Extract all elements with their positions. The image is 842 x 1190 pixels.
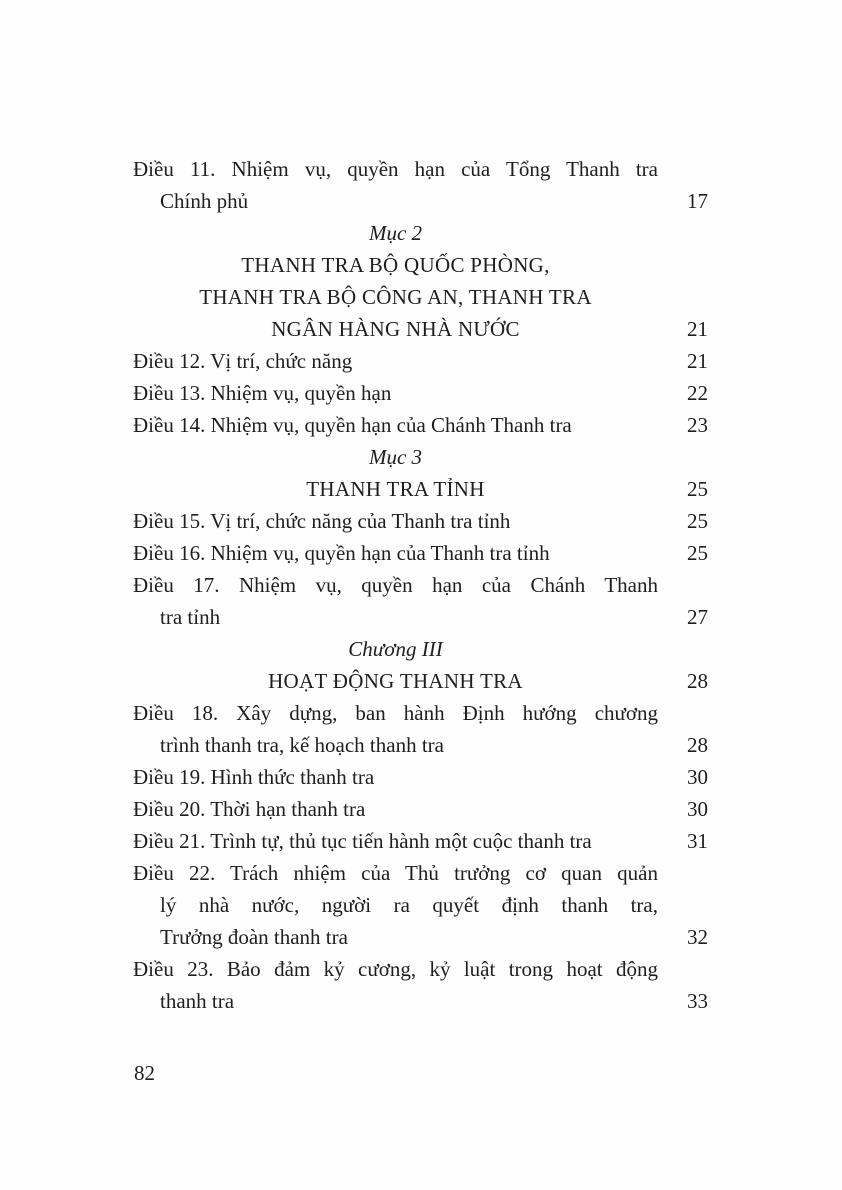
toc-entry (133, 569, 708, 601)
toc-entry (133, 697, 708, 729)
toc-page-number: 23 (687, 413, 708, 437)
toc-section-title-text: THANH TRA BỘ CÔNG AN, THANH TRA (199, 285, 592, 309)
toc-page-number: 17 (687, 189, 708, 213)
toc-entry (133, 953, 708, 985)
toc-section-title-text: NGÂN HÀNG NHÀ NƯỚC (271, 317, 520, 341)
toc-entry (133, 505, 708, 537)
toc-entry (133, 793, 708, 825)
toc-entry-title: Điều 11. Nhiệm vụ, quyền hạn của Tổng Thanh tra (133, 157, 658, 181)
toc-entry-title: Điều 17. Nhiệm vụ, quyền hạn của Chánh Thanh (133, 573, 658, 597)
toc-entry-title: Điều 18. Xây dựng, ban hành Định hướng chương (133, 701, 658, 725)
toc-entry-title: Điều 14. Nhiệm vụ, quyền hạn của Chánh Thanh tra (133, 413, 572, 437)
toc-page-number: 27 (687, 605, 708, 629)
toc-section-label-text: Mục 3 (368, 445, 423, 469)
toc-entry-title: Điều 21. Trình tự, thủ tục tiến hành một cuộc thanh tra (133, 829, 592, 853)
toc-entry-title: lý nhà nước, người ra quyết định thanh tra, (160, 893, 658, 917)
toc-page-number: 25 (687, 477, 708, 501)
toc-entry (133, 153, 708, 185)
toc-page-number: 30 (687, 797, 708, 821)
toc-page-number: 21 (687, 317, 708, 341)
toc-entry-title: Điều 20. Thời hạn thanh tra (133, 797, 366, 821)
toc-entry-title: Điều 12. Vị trí, chức năng (133, 349, 353, 373)
toc-entry-title: trình thanh tra, kế hoạch thanh tra (160, 733, 444, 757)
toc-section-title-text: THANH TRA BỘ QUỐC PHÒNG, (241, 253, 550, 277)
toc-entry-continuation (133, 921, 708, 953)
toc-entry (133, 857, 708, 889)
toc-page-number: 32 (687, 925, 708, 949)
toc-entry-title: thanh tra (160, 989, 235, 1013)
toc-entry-title: Điều 22. Trách nhiệm của Thủ trưởng cơ quan quản (133, 861, 658, 885)
toc-entry-continuation (133, 985, 708, 1017)
toc-entry-title: Điều 19. Hình thức thanh tra (133, 765, 375, 789)
toc-page-number: 31 (687, 829, 708, 853)
toc-section-label-text: Chương III (348, 637, 443, 661)
toc-page-number: 25 (687, 509, 708, 533)
table-of-contents (133, 153, 708, 1017)
toc-entry (133, 345, 708, 377)
toc-section-title (133, 249, 708, 281)
folio-page-number: 82 (134, 1061, 155, 1085)
toc-entry (133, 377, 708, 409)
toc-page-number: 21 (687, 349, 708, 373)
toc-entry-title: Điều 15. Vị trí, chức năng của Thanh tra tỉnh (133, 509, 511, 533)
toc-entry-title: Điều 16. Nhiệm vụ, quyền hạn của Thanh tra tỉnh (133, 541, 550, 565)
toc-section-label-text: Mục 2 (368, 221, 423, 245)
toc-entry-title: tra tỉnh (160, 605, 221, 629)
toc-entry (133, 409, 708, 441)
toc-page-number: 28 (687, 733, 708, 757)
toc-section-label (133, 441, 708, 473)
toc-entry-continuation (133, 185, 708, 217)
toc-page-number: 30 (687, 765, 708, 789)
toc-page-number: 22 (687, 381, 708, 405)
toc-section-title (133, 665, 708, 697)
toc-section-title-text: HOẠT ĐỘNG THANH TRA (268, 669, 523, 693)
toc-section-title (133, 313, 708, 345)
toc-page-number: 28 (687, 669, 708, 693)
toc-entry-continuation (133, 889, 708, 921)
toc-entry-title: Điều 13. Nhiệm vụ, quyền hạn (133, 381, 392, 405)
toc-entry (133, 761, 708, 793)
toc-section-title (133, 281, 708, 313)
toc-entry-title: Chính phủ (160, 189, 249, 213)
toc-entry-continuation (133, 601, 708, 633)
toc-page-number: 25 (687, 541, 708, 565)
toc-entry (133, 537, 708, 569)
toc-entry-title: Điều 23. Bảo đảm kỷ cương, kỷ luật trong hoạt động (133, 957, 658, 981)
toc-page-number: 33 (687, 989, 708, 1013)
toc-section-title (133, 473, 708, 505)
toc-entry-continuation (133, 729, 708, 761)
toc-entry-title: Trưởng đoàn thanh tra (160, 925, 348, 949)
toc-entry (133, 825, 708, 857)
toc-section-title-text: THANH TRA TỈNH (306, 477, 485, 501)
toc-section-label (133, 217, 708, 249)
toc-section-label (133, 633, 708, 665)
